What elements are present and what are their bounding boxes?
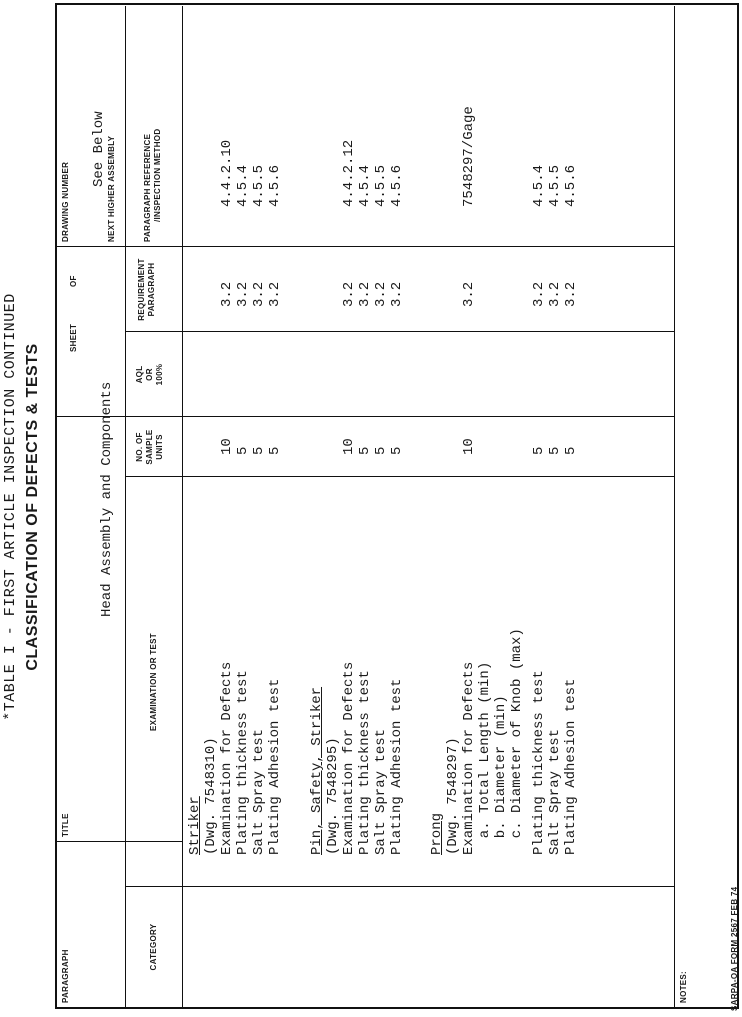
table-row: Plating Adhesion test [563, 678, 579, 855]
requirement-cell: 3.2 [531, 281, 547, 307]
requirement-cell: 3.2 [235, 281, 251, 307]
sample-units-cell: 10 [461, 438, 477, 455]
drawing-number-label: DRAWING NUMBER [61, 161, 70, 242]
table-subheading: CLASSIFICATION OF DEFECTS & TESTS [24, 343, 41, 671]
requirement-column-header: REQUIREMENT PARAGRAPH [137, 258, 156, 321]
reference-cell: 4.5.6 [267, 164, 283, 207]
requirement-cell: 3.2 [389, 281, 405, 307]
of-label: OF [69, 275, 78, 287]
reference-column-header: PARAGRAPH REFERENCE /INSPECTION METHOD [143, 128, 162, 242]
inspection-form [55, 3, 739, 1009]
sample-units-cell: 5 [389, 446, 405, 455]
reference-cell: 4.5.5 [547, 164, 563, 207]
requirement-cell: 3.2 [251, 281, 267, 307]
sample-units-cell: 5 [547, 446, 563, 455]
table-row: Plating thickness test [531, 670, 547, 855]
reference-cell: 4.5.4 [235, 164, 251, 207]
sample-units-cell: 5 [235, 446, 251, 455]
group-title-pin-safety-striker: Pin, Safety, Striker [309, 686, 325, 855]
reference-cell: 4.5.6 [563, 164, 579, 207]
requirement-cell: 3.2 [267, 281, 283, 307]
table-row: Plating Adhesion test [267, 678, 283, 855]
reference-cell: 4.4.2.12 [341, 139, 357, 207]
sample-units-cell: 10 [219, 438, 235, 455]
group-title-prong: Prong [429, 812, 445, 855]
table-row: Plating thickness test [357, 670, 373, 855]
reference-cell: 4.5.6 [389, 164, 405, 207]
group-title-striker: Striker [187, 796, 203, 855]
requirement-cell: 3.2 [373, 281, 389, 307]
table-row: Plating thickness test [235, 670, 251, 855]
form-number: SARPA-QA FORM 2567 FEB 74 [730, 886, 739, 1011]
sample-units-cell: 5 [373, 446, 389, 455]
paragraph-label: PARAGRAPH [61, 949, 70, 1003]
table-row: Examination for Defects [461, 661, 477, 855]
sample-units-cell: 5 [563, 446, 579, 455]
reference-cell: 4.5.4 [531, 164, 547, 207]
requirement-cell: 3.2 [341, 281, 357, 307]
reference-cell: 7548297/Gage [461, 106, 477, 207]
sample-units-cell: 10 [341, 438, 357, 455]
table-row: c. Diameter of Knob (max) [509, 628, 525, 855]
title-label: TITLE [61, 813, 70, 837]
reference-cell: 4.5.5 [373, 164, 389, 207]
sample-units-cell: 5 [251, 446, 267, 455]
group-drawing-prong: (Dwg. 7548297) [445, 737, 461, 855]
reference-cell: 4.4.2.10 [219, 139, 235, 207]
table-heading: *TABLE I - FIRST ARTICLE INSPECTION CONTINUED [2, 293, 19, 721]
notes-label: NOTES: [679, 970, 688, 1003]
next-higher-assembly-label: NEXT HIGHER ASSEMBLY [107, 135, 116, 242]
sample-units-cell: 5 [531, 446, 547, 455]
sample-units-column-header: NO. OF SAMPLE UNITS [135, 429, 164, 465]
table-row: Salt Spray test [547, 728, 563, 855]
sample-units-cell: 5 [267, 446, 283, 455]
table-row: Examination for Defects [341, 661, 357, 855]
drawing-number-value: See Below [91, 111, 107, 187]
table-row: Examination for Defects [219, 661, 235, 855]
sample-units-cell: 5 [357, 446, 373, 455]
requirement-cell: 3.2 [547, 281, 563, 307]
reference-cell: 4.5.5 [251, 164, 267, 207]
requirement-cell: 3.2 [357, 281, 373, 307]
requirement-cell: 3.2 [563, 281, 579, 307]
aql-column-header: AQL OR 100% [135, 363, 164, 386]
table-row: a. Total Length (min) [477, 661, 493, 855]
table-row: Salt Spray test [373, 728, 389, 855]
sheet-label: SHEET [69, 323, 78, 352]
table-row: b. Diameter (min) [493, 695, 509, 855]
requirement-cell: 3.2 [461, 281, 477, 307]
examination-column-header: EXAMINATION OR TEST [149, 633, 158, 731]
table-row: Plating Adhesion test [389, 678, 405, 855]
requirement-cell: 3.2 [219, 281, 235, 307]
group-drawing-striker: (Dwg. 7548310) [203, 737, 219, 855]
group-drawing-pin-safety-striker: (Dwg. 7548295) [325, 737, 341, 855]
table-row: Salt Spray test [251, 728, 267, 855]
reference-cell: 4.5.4 [357, 164, 373, 207]
category-column-header: CATEGORY [149, 923, 158, 971]
title-value: Head Assembly and Components [99, 381, 115, 617]
